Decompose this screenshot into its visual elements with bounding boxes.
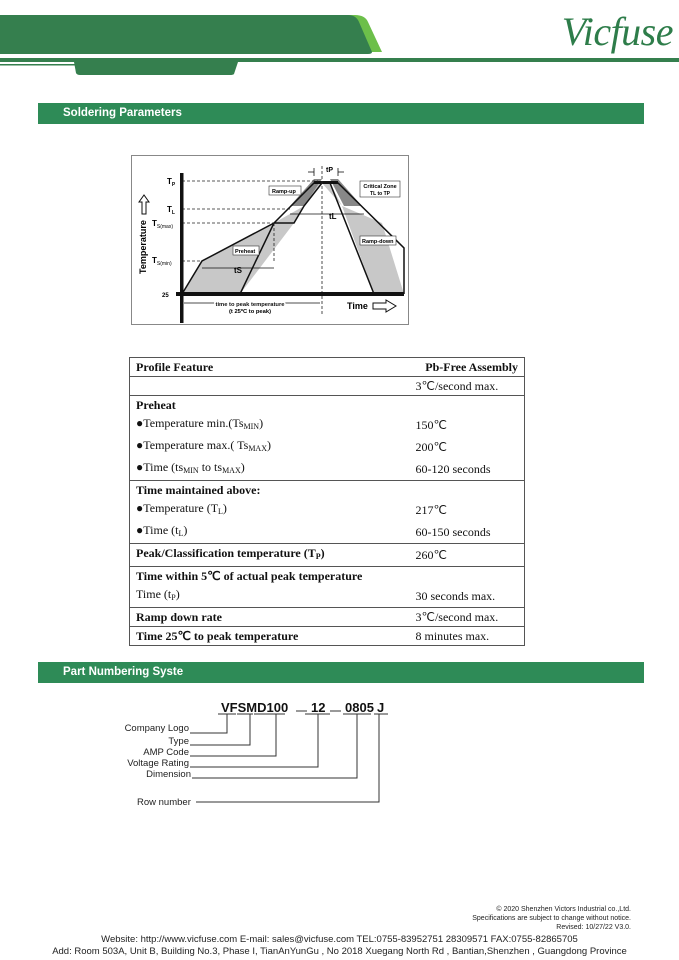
- row-label-label: ●Temperature (T: [136, 501, 219, 515]
- row-label-label: Ramp down rate: [136, 610, 222, 624]
- row-label: [130, 458, 416, 481]
- footer-revised: Revised: 10/27/22 V3.0.: [556, 924, 631, 931]
- brand-logo: Vicfuse: [561, 9, 673, 54]
- footer-address-label: Add: [52, 946, 70, 957]
- row-label-sub2: MAX: [222, 466, 241, 475]
- tsmin-label: $T_{S(min)}$: [152, 256, 172, 267]
- header-thin-rule: [0, 64, 75, 66]
- row-value: 8 minutes max.: [416, 627, 525, 646]
- header-rule: [0, 58, 679, 62]
- x-axis: [176, 292, 404, 296]
- row-label-label: ●Time (t: [136, 523, 179, 537]
- row-label-sub: P: [171, 593, 176, 602]
- tsmax-label: $T_{S(max)}$: [152, 219, 174, 230]
- table-row: [130, 377, 525, 396]
- ramp-up-label: Ramp-up: [272, 189, 296, 195]
- table-row: [130, 458, 525, 481]
- row-label-sub: L: [178, 529, 184, 538]
- row-value: [416, 567, 525, 586]
- row-label: [130, 585, 416, 608]
- row-value: 217℃: [415, 503, 447, 517]
- tp-label: $T_P$: [167, 177, 176, 188]
- row-label: [130, 414, 416, 436]
- table-row: [130, 414, 525, 436]
- table-row: [130, 567, 525, 586]
- header-value: Pb-Free Assembly: [425, 360, 518, 374]
- row-label-sub: MIN: [243, 422, 260, 431]
- row-label: [130, 521, 416, 544]
- table-row: [130, 521, 525, 544]
- row-label: [130, 608, 416, 627]
- row-label-tail: to ts: [198, 460, 223, 474]
- temperature-arrow-icon: [139, 195, 149, 214]
- footer-copyright: © 2020 Shenzhen Victors Industrial co.,Ltd.: [496, 906, 631, 913]
- footer-notice: Specifications are subject to change without notice.: [472, 915, 631, 922]
- row-label-label: Time (t: [136, 587, 172, 601]
- field-row-number: Row number: [137, 797, 191, 808]
- row-label-tail: ): [259, 416, 264, 430]
- row-label-tail: ): [183, 523, 188, 537]
- code-row: J: [377, 700, 385, 715]
- footer-address: [0, 946, 679, 957]
- banner-main: [0, 15, 372, 54]
- table-row: [130, 544, 525, 567]
- row-label-label: ●Temperature max.( Ts: [136, 438, 249, 452]
- row-label-label: Time 25℃ to peak temperature: [136, 629, 299, 643]
- footer-address-text: : Room 503A, Unit B, Building No.3, Phase I, TianAnYunGu , No 2018 Xuegang North Rd , Bantian,Shenzhen , Guangdong Province: [69, 946, 627, 957]
- row-value: 3℃/second max.: [416, 608, 525, 627]
- peak-plateau: [314, 181, 338, 184]
- ramp-down-label: Ramp-down: [362, 239, 394, 245]
- field-amp-code: AMP Code: [143, 747, 189, 758]
- row-label-tail: ): [320, 546, 325, 560]
- row-label-tail: ): [266, 438, 271, 452]
- critical-zone-label-2: TL to TP: [370, 191, 390, 197]
- row-label: [130, 499, 416, 521]
- footer-contact: Website: http://www.vicfuse.com E-mail: sales@vicfuse.com TEL:0755-83952751 28309571 FAX:0755-82865705: [101, 934, 578, 945]
- row-label-label: ●Temperature min.(Ts: [136, 416, 244, 430]
- row-value: 260℃: [416, 544, 525, 567]
- table-row: [130, 499, 525, 521]
- y-axis: [180, 173, 184, 323]
- row-label-label: Time within 5℃ of actual peak temperature: [136, 569, 363, 583]
- banner-tab: [74, 62, 238, 75]
- row-label: [130, 627, 416, 646]
- row-value: [416, 396, 525, 415]
- y-axis-label: Temperature: [138, 220, 148, 274]
- code-dimension: 0805: [345, 700, 374, 715]
- part-numbering-lines: [0, 695, 679, 815]
- code-main: VFSMD100: [221, 700, 289, 715]
- row-value: 150℃: [415, 418, 447, 432]
- time-arrow-icon: [373, 300, 396, 312]
- reflow-profile-diagram: [131, 155, 409, 325]
- header-feature: Profile Feature: [136, 360, 214, 374]
- row-label-tail: ): [175, 587, 180, 601]
- table-row: [130, 608, 525, 627]
- base-temp-label: 25: [162, 293, 169, 299]
- field-type: Type: [168, 736, 189, 747]
- table-row: [130, 396, 525, 415]
- row-value: 60-120 seconds: [415, 462, 491, 476]
- ts-span-label: tS: [234, 266, 242, 275]
- row-label-sub: MIN: [183, 466, 199, 475]
- table-row: [130, 585, 525, 608]
- row-label-sub: MAX: [248, 444, 267, 453]
- tp-span-label: tP: [326, 167, 333, 174]
- table-row: [130, 481, 525, 500]
- row-value: [416, 481, 525, 500]
- field-voltage-rating: Voltage Rating: [127, 758, 189, 769]
- profile-table: [129, 357, 525, 646]
- footer-legal: [472, 905, 631, 932]
- preheat-label: Preheat: [235, 249, 256, 255]
- critical-zone-label-1: Critical Zone: [363, 184, 397, 190]
- tl-span-label: tL: [329, 212, 337, 221]
- row-label-sub: L: [218, 507, 223, 516]
- row-label: [130, 544, 416, 567]
- row-label-label: Peak/Classification temperature (T: [136, 546, 316, 560]
- row-label: [130, 481, 416, 500]
- row-label-label: ●Time (ts: [136, 460, 184, 474]
- time-to-peak-label-2: (t 25ºC to peak): [228, 309, 272, 315]
- row-value: 3℃/second max.: [416, 377, 525, 396]
- time-to-peak-label-1: time to peak temperature: [215, 302, 285, 308]
- tl-label: $T_L$: [167, 205, 175, 216]
- row-label: [130, 377, 416, 396]
- table-header-row: [130, 358, 525, 377]
- row-value: 200℃: [415, 440, 447, 454]
- row-label-sub: P: [315, 552, 321, 561]
- row-label-tail2: ): [240, 460, 245, 474]
- table-row: [130, 627, 525, 646]
- row-label-tail: ): [222, 501, 227, 515]
- row-label: [130, 436, 416, 458]
- row-value: 30 seconds max.: [415, 589, 496, 603]
- field-dimension: Dimension: [146, 769, 191, 780]
- row-value: 60-150 seconds: [415, 525, 491, 539]
- table-row: [130, 436, 525, 458]
- section-title-part-numbering: Part Numbering Syste: [38, 662, 644, 683]
- code-voltage: 12: [311, 700, 326, 715]
- row-label: [130, 396, 416, 415]
- row-label-label: Time maintained above:: [136, 483, 261, 497]
- row-label-label: Preheat: [136, 398, 176, 412]
- field-company-logo: Company Logo: [124, 723, 189, 734]
- x-axis-label: Time: [347, 301, 368, 311]
- section-title-soldering: Soldering Parameters: [38, 103, 644, 124]
- row-label: [130, 567, 416, 586]
